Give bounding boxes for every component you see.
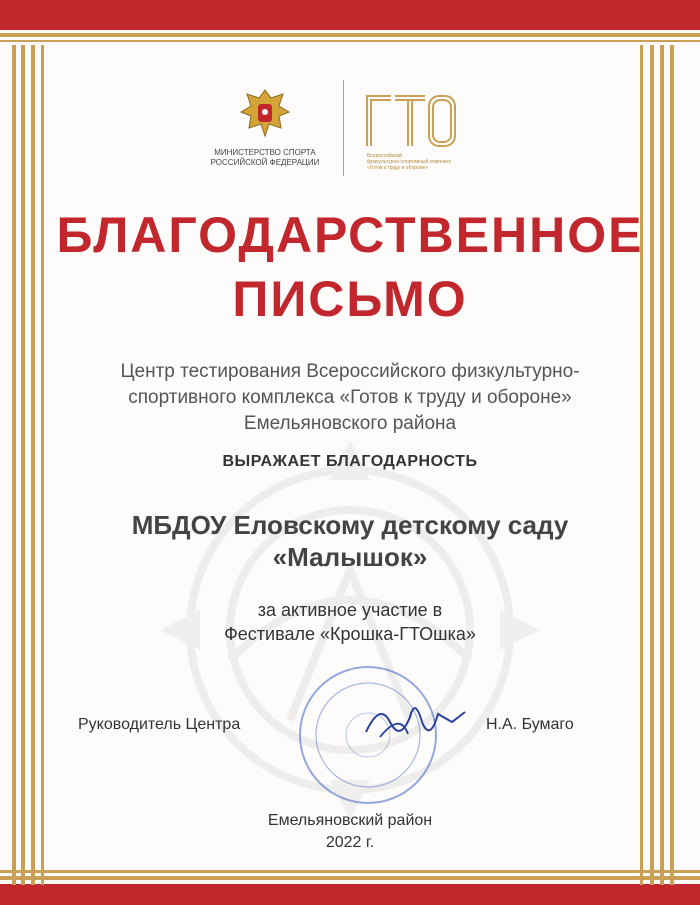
issuer-line: Центр тестирования Всероссийского физкультурно- xyxy=(120,361,580,382)
frame-hline xyxy=(0,33,700,37)
signatory-name: Н.А. Бумаго xyxy=(486,716,574,733)
reason-text xyxy=(0,598,700,646)
signatory-role: Руководитель Центра xyxy=(78,716,241,733)
frame-hline xyxy=(0,870,700,873)
ministry-name xyxy=(190,148,340,168)
issuer-text xyxy=(0,359,700,437)
title-line-2: ПИСЬМО xyxy=(232,271,468,327)
bottom-red-band xyxy=(0,884,700,905)
logo-divider xyxy=(343,80,344,176)
frame-hline xyxy=(0,40,700,42)
ministry-line: РОССИЙСКОЙ ФЕДЕРАЦИИ xyxy=(210,158,320,167)
place-text: Емельяновский район xyxy=(267,812,433,829)
recipient-line: «Малышок» xyxy=(272,542,428,572)
recipient-name xyxy=(0,509,700,573)
recipient-line: МБДОУ Еловскому детскому саду xyxy=(131,510,569,540)
reason-line: Фестивале «Крошка-ГТОшка» xyxy=(224,624,476,644)
gto-caption-line: Всероссийский xyxy=(367,153,403,159)
issuer-line: Емельяновского района xyxy=(243,413,457,434)
issuer-line: спортивного комплекса «Готов к труду и обороне» xyxy=(128,387,572,408)
thanks-heading: ВЫРАЖАЕТ БЛАГОДАРНОСТЬ xyxy=(222,453,478,470)
coat-of-arms-icon xyxy=(235,84,295,144)
gto-caption-line: «Готов к труду и обороне» xyxy=(367,165,429,171)
reason-line: за активное участие в xyxy=(257,600,443,620)
ministry-line: МИНИСТЕРСТВО СПОРТА xyxy=(214,148,316,157)
frame-hline xyxy=(0,876,700,880)
top-red-band xyxy=(0,0,700,30)
gto-logo-icon xyxy=(363,92,459,148)
signature-icon xyxy=(360,692,470,752)
year-text: 2022 г. xyxy=(325,834,375,851)
title-line-1: БЛАГОДАРСТВЕННОЕ xyxy=(56,207,644,263)
gto-caption-line: физкультурно-спортивный комплекс xyxy=(367,159,452,165)
gto-caption xyxy=(367,153,487,171)
